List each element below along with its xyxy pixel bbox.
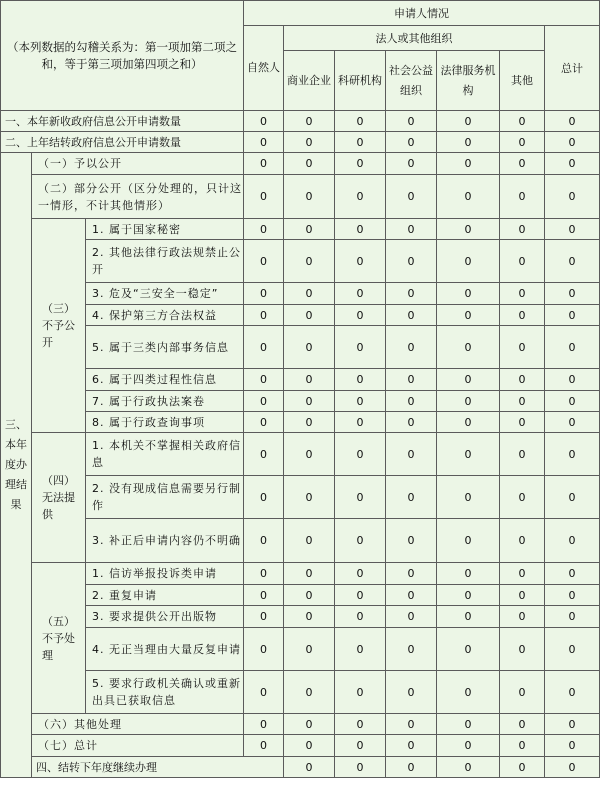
cell-value: 0 (437, 433, 500, 476)
cell-value: 0 (284, 714, 335, 735)
cell-value: 0 (284, 132, 335, 153)
cell-value: 0 (437, 563, 500, 585)
cell-value: 0 (437, 628, 500, 671)
cell-value: 0 (545, 391, 600, 412)
cell-value: 0 (437, 757, 500, 778)
cell-value: 0 (335, 153, 386, 175)
cell-value: 0 (437, 326, 500, 369)
table-row (1, 628, 600, 671)
row-label: 3. 补正后申请内容仍不明确 (86, 519, 244, 563)
cell-value: 0 (284, 283, 335, 305)
row-label: 1. 信访举报投诉类申请 (86, 563, 244, 585)
cell-value: 0 (500, 219, 545, 240)
cell-value: 0 (437, 671, 500, 714)
cell-value: 0 (545, 757, 600, 778)
cell-value: 0 (335, 606, 386, 628)
cell-value: 0 (500, 628, 545, 671)
table-row (1, 132, 600, 153)
cell-value: 0 (386, 563, 437, 585)
cell-value: 0 (386, 369, 437, 391)
cell-value: 0 (284, 391, 335, 412)
row-label: 8. 属于行政查询事项 (86, 412, 244, 433)
cell-value: 0 (386, 519, 437, 563)
row-label: 3. 要求提供公开出版物 (86, 606, 244, 628)
table-row (1, 519, 600, 563)
cell-value: 0 (437, 391, 500, 412)
cell-value: 0 (386, 153, 437, 175)
cell-value: 0 (244, 391, 284, 412)
cell-value: 0 (437, 714, 500, 735)
cell-value: 0 (500, 369, 545, 391)
row-label: 1. 属于国家秘密 (86, 219, 244, 240)
cell-value: 0 (500, 326, 545, 369)
cell-value: 0 (500, 757, 545, 778)
cell-value: 0 (244, 585, 284, 606)
cell-value: 0 (437, 219, 500, 240)
row-label: 二、上年结转政府信息公开申请数量 (1, 132, 244, 153)
cell-value: 0 (244, 433, 284, 476)
table-row (1, 476, 600, 519)
table-row (1, 369, 600, 391)
cell-value: 0 (437, 606, 500, 628)
row-label: 3. 危及“三安全一稳定” (86, 283, 244, 305)
cell-value: 0 (335, 175, 386, 219)
cell-value: 0 (545, 735, 600, 757)
cell-value: 0 (284, 153, 335, 175)
cell-value: 0 (545, 563, 600, 585)
category-unable: （四）无法提供 (32, 433, 86, 563)
row-label: 2. 没有现成信息需要另行制作 (86, 476, 244, 519)
cell-value: 0 (386, 219, 437, 240)
table-row (1, 240, 600, 283)
cell-value: 0 (386, 714, 437, 735)
cell-value: 0 (244, 175, 284, 219)
table-row (1, 714, 600, 735)
cell-value: 0 (284, 519, 335, 563)
header-applicant: 申请人情况 (244, 1, 600, 26)
table-row (1, 433, 600, 476)
cell-value: 0 (335, 240, 386, 283)
cell-value: 0 (500, 735, 545, 757)
row-label: （六）其他处理 (32, 714, 244, 735)
cell-value: 0 (545, 326, 600, 369)
cell-value: 0 (545, 240, 600, 283)
cell-value: 0 (284, 606, 335, 628)
cell-value: 0 (244, 563, 284, 585)
cell-value: 0 (244, 476, 284, 519)
cell-value: 0 (386, 735, 437, 757)
cell-value: 0 (386, 305, 437, 326)
row-label: 4. 保护第三方合法权益 (86, 305, 244, 326)
cell-value: 0 (386, 476, 437, 519)
table-row (1, 391, 600, 412)
cell-value: 0 (437, 132, 500, 153)
cell-value: 0 (284, 735, 335, 757)
cell-value: 0 (437, 519, 500, 563)
row-label: （七）总计 (32, 735, 244, 757)
cell-value: 0 (244, 219, 284, 240)
cell-value: 0 (244, 153, 284, 175)
table-row (1, 757, 600, 778)
header-note: （本列数据的勾稽关系为：第一项加第二项之和，等于第三项加第四项之和） (1, 1, 244, 111)
row-label: 7. 属于行政执法案卷 (86, 391, 244, 412)
cell-value: 0 (545, 412, 600, 433)
cell-value: 0 (545, 476, 600, 519)
cell-value: 0 (244, 283, 284, 305)
cell-value: 0 (500, 412, 545, 433)
cell-value: 0 (500, 111, 545, 132)
cell-value: 0 (386, 111, 437, 132)
cell-value: 0 (386, 391, 437, 412)
table-row (1, 671, 600, 714)
cell-value: 0 (545, 671, 600, 714)
cell-value: 0 (437, 240, 500, 283)
cell-value: 0 (335, 757, 386, 778)
cell-value: 0 (545, 585, 600, 606)
cell-value: 0 (284, 111, 335, 132)
cell-value: 0 (244, 606, 284, 628)
cell-value: 0 (244, 111, 284, 132)
cell-value: 0 (386, 132, 437, 153)
result-category-label: 三、本年度办理结果 (1, 153, 32, 778)
cell-value: 0 (335, 305, 386, 326)
cell-value: 0 (335, 563, 386, 585)
cell-value: 0 (335, 476, 386, 519)
cell-value: 0 (335, 585, 386, 606)
table-row (1, 219, 600, 240)
cell-value: 0 (335, 369, 386, 391)
cell-value: 0 (437, 585, 500, 606)
cell-value: 0 (335, 111, 386, 132)
cell-value: 0 (386, 628, 437, 671)
cell-value: 0 (500, 240, 545, 283)
cell-value: 0 (545, 369, 600, 391)
cell-value: 0 (284, 219, 335, 240)
row-label: 4. 无正当理由大量反复申请 (86, 628, 244, 671)
cell-value: 0 (386, 433, 437, 476)
cell-value: 0 (386, 606, 437, 628)
row-label: 5. 要求行政机关确认或重新出具已获取信息 (86, 671, 244, 714)
cell-value: 0 (545, 219, 600, 240)
table-row (1, 326, 600, 369)
cell-value: 0 (244, 671, 284, 714)
cell-value: 0 (545, 714, 600, 735)
cell-value: 0 (335, 671, 386, 714)
cell-value: 0 (386, 326, 437, 369)
cell-value: 0 (335, 219, 386, 240)
header-research: 科研机构 (335, 51, 386, 111)
cell-value: 0 (545, 111, 600, 132)
cell-value: 0 (284, 175, 335, 219)
cell-value: 0 (437, 283, 500, 305)
cell-value: 0 (386, 757, 437, 778)
cell-value: 0 (244, 714, 284, 735)
cell-value: 0 (284, 412, 335, 433)
cell-value: 0 (500, 476, 545, 519)
cell-value: 0 (545, 153, 600, 175)
cell-value: 0 (437, 111, 500, 132)
cell-value: 0 (284, 305, 335, 326)
cell-value: 0 (437, 412, 500, 433)
header-legal-group: 法人或其他组织 (284, 26, 545, 51)
cell-value: 0 (244, 369, 284, 391)
header-commercial: 商业企业 (284, 51, 335, 111)
cell-value: 0 (244, 326, 284, 369)
cell-value: 0 (284, 326, 335, 369)
cell-value: 0 (437, 735, 500, 757)
cell-value: 0 (437, 369, 500, 391)
row-label: 一、本年新收政府信息公开申请数量 (1, 111, 244, 132)
cell-value: 0 (545, 519, 600, 563)
table-row (1, 735, 600, 757)
cell-value: 0 (437, 476, 500, 519)
cell-value: 0 (335, 132, 386, 153)
cell-value: 0 (545, 628, 600, 671)
row-label: 5. 属于三类内部事务信息 (86, 326, 244, 369)
row-label: （一）予以公开 (32, 153, 244, 175)
cell-value: 0 (545, 433, 600, 476)
table-row (1, 283, 600, 305)
category-not-processed: （五）不予处理 (32, 563, 86, 714)
cell-value: 0 (500, 714, 545, 735)
table-row (1, 153, 600, 175)
cell-value: 0 (437, 305, 500, 326)
cell-value: 0 (284, 757, 335, 778)
cell-value: 0 (545, 132, 600, 153)
table-row (1, 305, 600, 326)
row-label: 6. 属于四类过程性信息 (86, 369, 244, 391)
cell-value: 0 (335, 326, 386, 369)
header-natural-person: 自然人 (244, 26, 284, 111)
cell-value: 0 (284, 628, 335, 671)
cell-value: 0 (545, 305, 600, 326)
cell-value: 0 (386, 240, 437, 283)
table-row (1, 175, 600, 219)
row-label: 2. 其他法律行政法规禁止公开 (86, 240, 244, 283)
cell-value: 0 (386, 175, 437, 219)
cell-value: 0 (335, 391, 386, 412)
cell-value: 0 (244, 519, 284, 563)
cell-value: 0 (500, 175, 545, 219)
cell-value: 0 (244, 628, 284, 671)
cell-value: 0 (335, 628, 386, 671)
row-label: 2. 重复申请 (86, 585, 244, 606)
cell-value: 0 (335, 283, 386, 305)
cell-value: 0 (386, 585, 437, 606)
header-legal-service: 法律服务机构 (437, 51, 500, 111)
header-other: 其他 (500, 51, 545, 111)
cell-value: 0 (335, 412, 386, 433)
row-label: 1. 本机关不掌握相关政府信息 (86, 433, 244, 476)
cell-value: 0 (545, 606, 600, 628)
cell-value: 0 (284, 240, 335, 283)
cell-value: 0 (244, 240, 284, 283)
cell-value: 0 (244, 305, 284, 326)
category-not-disclosed: （三）不予公开 (32, 219, 86, 433)
header-total: 总计 (545, 26, 600, 111)
cell-value: 0 (500, 519, 545, 563)
cell-value: 0 (284, 585, 335, 606)
header-public-welfare: 社会公益组织 (386, 51, 437, 111)
cell-value: 0 (500, 305, 545, 326)
cell-value: 0 (284, 563, 335, 585)
cell-value: 0 (437, 175, 500, 219)
table-row (1, 585, 600, 606)
cell-value: 0 (545, 283, 600, 305)
cell-value: 0 (545, 175, 600, 219)
row-label: 四、结转下年度继续办理 (32, 757, 284, 778)
table-row (1, 563, 600, 585)
cell-value: 0 (386, 283, 437, 305)
cell-value: 0 (335, 519, 386, 563)
cell-value: 0 (500, 606, 545, 628)
table-row (1, 412, 600, 433)
cell-value: 0 (284, 671, 335, 714)
cell-value: 0 (284, 476, 335, 519)
table-row (1, 111, 600, 132)
cell-value: 0 (500, 433, 545, 476)
cell-value: 0 (500, 283, 545, 305)
cell-value: 0 (244, 132, 284, 153)
cell-value: 0 (500, 671, 545, 714)
cell-value: 0 (500, 153, 545, 175)
cell-value: 0 (500, 132, 545, 153)
cell-value: 0 (244, 735, 284, 757)
cell-value: 0 (500, 391, 545, 412)
cell-value: 0 (335, 433, 386, 476)
cell-value: 0 (500, 585, 545, 606)
cell-value: 0 (335, 714, 386, 735)
cell-value: 0 (437, 153, 500, 175)
table-row (1, 606, 600, 628)
cell-value: 0 (284, 433, 335, 476)
cell-value: 0 (386, 671, 437, 714)
row-label: （二）部分公开（区分处理的，只计这一情形，不计其他情形） (32, 175, 244, 219)
cell-value: 0 (335, 735, 386, 757)
cell-value: 0 (244, 412, 284, 433)
cell-value: 0 (284, 369, 335, 391)
cell-value: 0 (386, 412, 437, 433)
cell-value: 0 (500, 563, 545, 585)
